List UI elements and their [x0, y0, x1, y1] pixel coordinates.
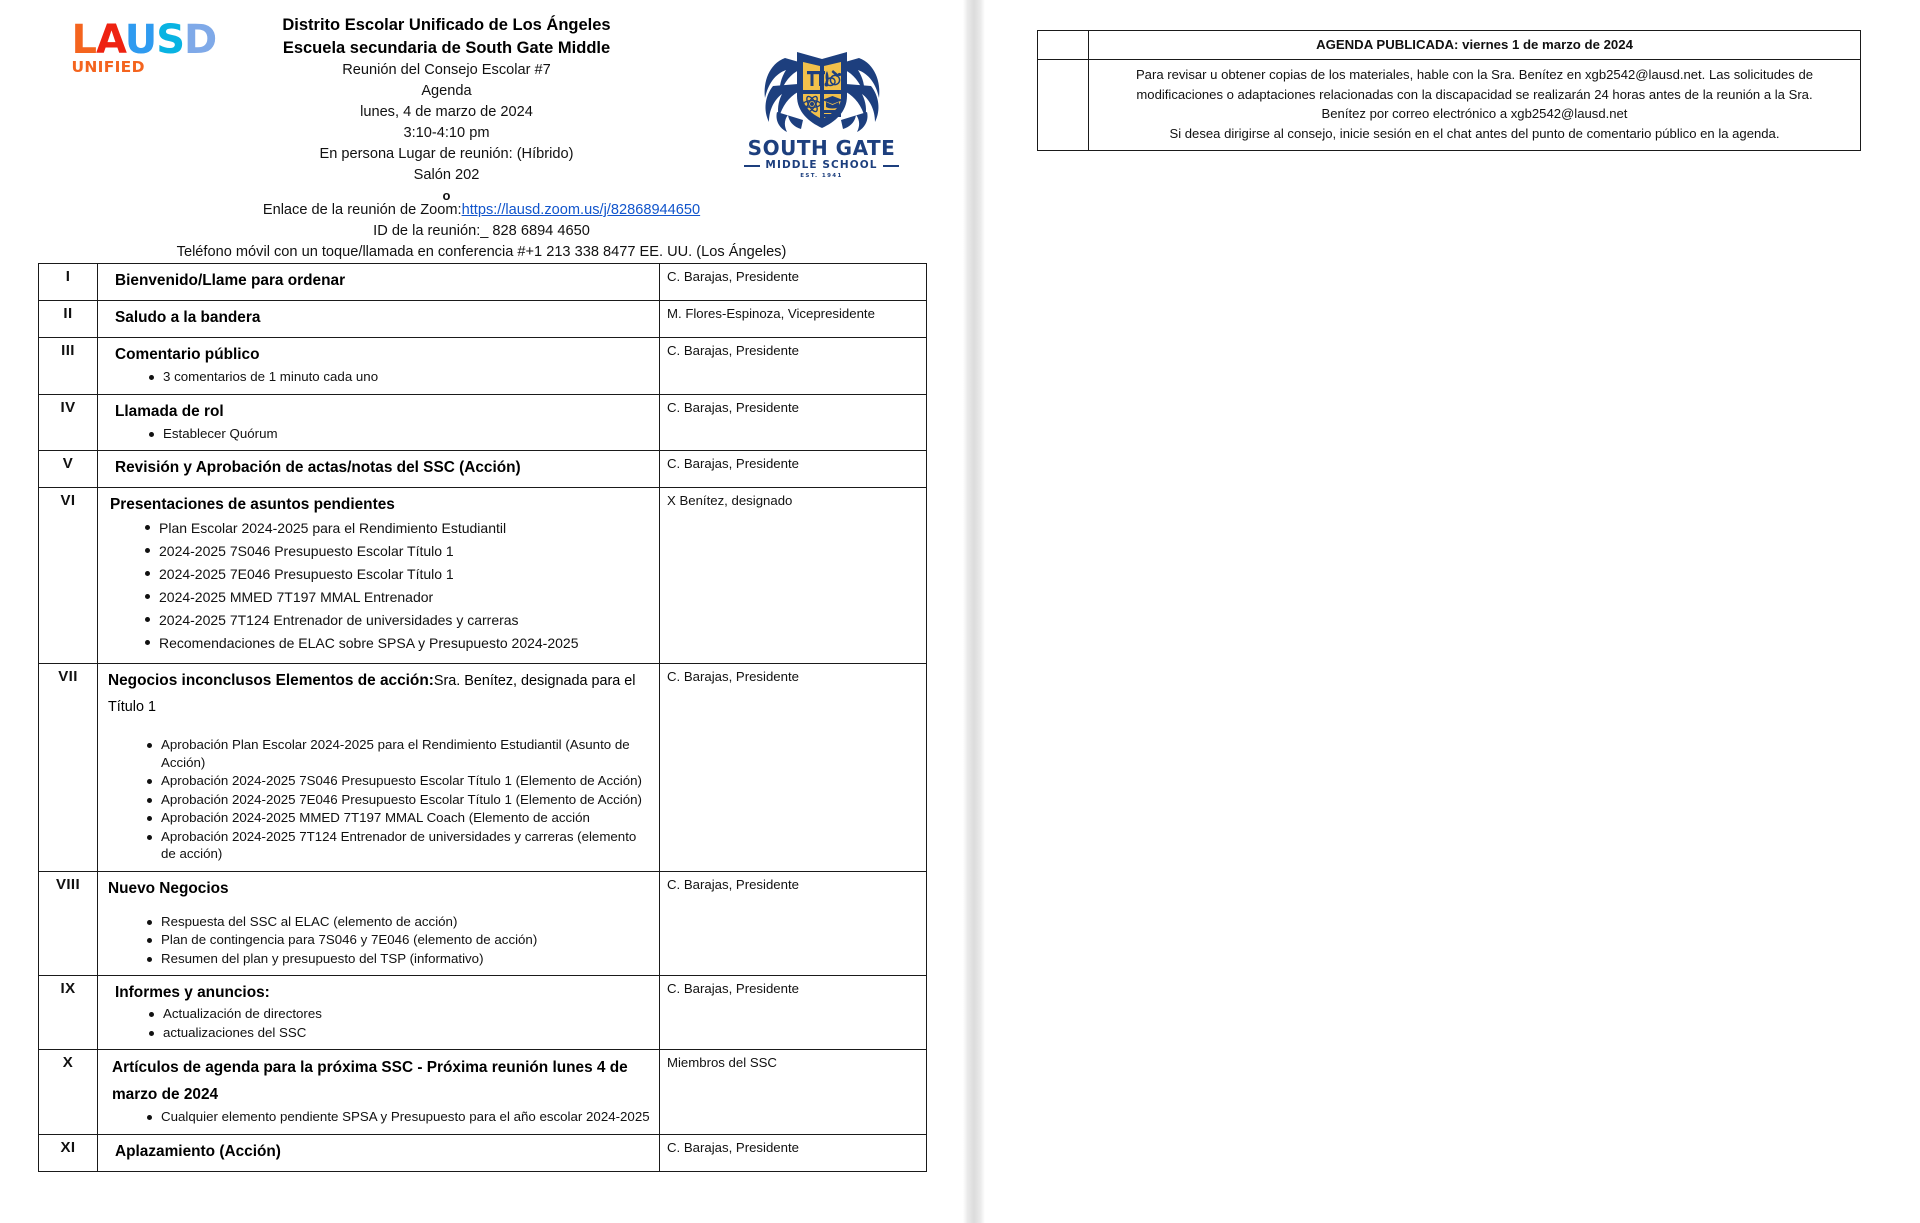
list-item: 2024-2025 7E046 Presupuesto Escolar Título 1: [145, 564, 652, 585]
row-person: X Benítez, designado: [660, 488, 927, 664]
notice-line-3: Benítez por correo electrónico a xgb2542@lausd.net: [1321, 106, 1628, 121]
row-number: VIII: [39, 871, 98, 976]
south-gate-crest-logo: [732, 40, 912, 181]
list-item: Respuesta del SSC al ELAC (elemento de acción): [147, 913, 652, 931]
row-number: VI: [39, 488, 98, 664]
list-item: Plan de contingencia para 7S046 y 7E046 (elemento de acción): [147, 931, 652, 949]
row-person: C. Barajas, Presidente: [660, 394, 927, 451]
topic-title: Aplazamiento (Acción): [115, 1142, 281, 1160]
topic-title: Presentaciones de asuntos pendientes: [110, 496, 395, 513]
notice-body-cell: [1089, 60, 1861, 151]
table-row: [39, 871, 927, 976]
row-person: C. Barajas, Presidente: [660, 976, 927, 1050]
row-topic: [98, 338, 660, 395]
meeting-time: 3:10-4:10 pm: [403, 125, 490, 141]
row-topic: [98, 264, 660, 301]
topic-title: [105, 668, 652, 720]
row-person: Miembros del SSC: [660, 1050, 927, 1135]
notice-line-2: modificaciones o adaptaciones relacionadas con la discapacidad se realizarán 24 horas antes de la reunión a la Sra.: [1136, 86, 1813, 102]
list-item: Aprobación Plan Escolar 2024-2025 para el Rendimiento Estudiantil (Asunto de Acción): [147, 736, 652, 771]
topic-title: Artículos de agenda para la próxima SSC - Próxima reunión lunes 4 de marzo de 2024: [112, 1059, 628, 1103]
table-row: [39, 301, 927, 338]
row-topic: [98, 976, 660, 1050]
crest-school-name: SOUTH GATE: [747, 136, 896, 160]
table-row: [39, 451, 927, 488]
lausd-letter-d: D: [184, 17, 217, 63]
row-number: I: [39, 264, 98, 301]
notice-blank-cell: [1038, 31, 1089, 60]
list-item: actualizaciones del SSC: [149, 1024, 652, 1042]
row-person: C. Barajas, Presidente: [660, 264, 927, 301]
agenda-published-heading: AGENDA PUBLICADA: viernes 1 de marzo de 2024: [1089, 31, 1861, 60]
table-row: [39, 488, 927, 664]
row-person: C. Barajas, Presidente: [660, 1134, 927, 1171]
lausd-letter-a: A: [96, 17, 125, 63]
header-text-block: [192, 14, 702, 205]
table-row: [39, 338, 927, 395]
crest-subtitle: MIDDLE SCHOOL: [765, 159, 878, 171]
topic-bullet-list: [105, 425, 652, 443]
list-item: 2024-2025 7T124 Entrenador de universidades y carreras: [145, 610, 652, 631]
crest-rule-right: [883, 165, 899, 167]
row-topic: [98, 394, 660, 451]
crest-shield-icon: [755, 40, 889, 136]
meeting-date: lunes, 4 de marzo de 2024: [360, 104, 533, 120]
row-number: II: [39, 301, 98, 338]
row-topic: [98, 488, 660, 664]
topic-title-plain: Sra. Benítez, designada para el Título 1: [108, 673, 636, 715]
row-number: V: [39, 451, 98, 488]
topic-bullet-list: [105, 913, 652, 968]
crest-established: EST. 1941: [800, 173, 843, 179]
row-topic: [98, 664, 660, 872]
meeting-id-line: ID de la reunión:_ 828 6894 4650: [373, 223, 590, 239]
right-page-pane: [985, 0, 1920, 1223]
lausd-unified-text: UNIFIED: [71, 58, 145, 76]
document-type: Agenda: [421, 83, 472, 99]
row-number: IV: [39, 394, 98, 451]
row-number: X: [39, 1050, 98, 1135]
zoom-link-label: Enlace de la reunión de Zoom:: [262, 202, 462, 218]
phone-dialin-line: Teléfono móvil con un toque/llamada en conferencia #+1 213 338 8477 EE. UU. (Los Ángeles): [176, 244, 787, 260]
list-item: Actualización de directores: [149, 1005, 652, 1023]
topic-title: Bienvenido/Llame para ordenar: [115, 272, 346, 289]
list-item: Aprobación 2024-2025 7T124 Entrenador de universidades y carreras (elemento de acción): [147, 828, 652, 863]
notice-line-1: Para revisar u obtener copias de los materiales, hable con la Sra. Benítez en xgb2542@lausd.net. Las solicitudes de: [1135, 67, 1814, 82]
list-item: Aprobación 2024-2025 7E046 Presupuesto Escolar Título 1 (Elemento de Acción): [147, 791, 652, 809]
topic-bullet-list: [105, 1005, 652, 1041]
lausd-letter-l: L: [71, 17, 96, 63]
page-divider: [963, 0, 985, 1223]
row-person: C. Barajas, Presidente: [660, 338, 927, 395]
table-row: [39, 394, 927, 451]
meeting-room: Salón 202: [413, 167, 480, 183]
table-row: [39, 664, 927, 872]
atom-nucleus-icon: [810, 102, 814, 106]
row-topic: [98, 871, 660, 976]
table-row: [1038, 31, 1861, 60]
topic-title: Revisión y Aprobación de actas/notas del SSC (Acción): [115, 459, 521, 476]
list-item: Aprobación 2024-2025 MMED 7T197 MMAL Coach (Elemento de acción: [147, 809, 652, 827]
topic-bullet-list: [105, 518, 652, 654]
row-number: IX: [39, 976, 98, 1050]
lausd-letter-s: S: [156, 17, 185, 63]
table-row: [39, 264, 927, 301]
meeting-location: En persona Lugar de reunión: (Híbrido): [319, 146, 574, 162]
row-topic: [98, 301, 660, 338]
district-name: Distrito Escolar Unificado de Los Ángeles: [282, 16, 611, 34]
crest-subtitle-row: [732, 159, 912, 172]
agenda-table: [38, 263, 927, 1172]
lausd-letter-u: U: [124, 17, 157, 63]
topic-title-bold: Negocios inconclusos Elementos de acción:: [108, 672, 434, 689]
list-item: Resumen del plan y presupuesto del TSP (informativo): [147, 950, 652, 968]
list-item: Cualquier elemento pendiente SPSA y Presupuesto para el año escolar 2024-2025: [147, 1108, 652, 1126]
document-header: [32, 0, 932, 258]
row-person: C. Barajas, Presidente: [660, 451, 927, 488]
table-row: [1038, 60, 1861, 151]
row-topic: [98, 451, 660, 488]
topic-bullet-list: [105, 736, 652, 863]
list-item: Aprobación 2024-2025 7S046 Presupuesto Escolar Título 1 (Elemento de Acción): [147, 772, 652, 790]
table-row: [39, 976, 927, 1050]
topic-title: Comentario público: [115, 346, 260, 363]
list-item: 2024-2025 MMED 7T197 MMAL Entrenador: [145, 587, 652, 608]
row-person: C. Barajas, Presidente: [660, 871, 927, 976]
topic-bullet-list: [105, 368, 652, 386]
topic-title: Nuevo Negocios: [108, 879, 229, 897]
topic-bullet-list: [105, 1108, 652, 1126]
crest-rule-left: [744, 165, 760, 167]
zoom-meeting-link[interactable]: https://lausd.zoom.us/j/82868944650: [461, 202, 701, 218]
table-row: [39, 1050, 927, 1135]
notice-line-4: Si desea dirigirse al consejo, inicie sesión en el chat antes del punto de comentario público en la agenda.: [1169, 125, 1780, 141]
row-topic: [98, 1134, 660, 1171]
school-name: Escuela secundaria de South Gate Middle: [282, 39, 611, 57]
topic-title: Saludo a la bandera: [115, 309, 261, 326]
topic-title: Informes y anuncios:: [115, 984, 270, 1001]
row-topic: [98, 1050, 660, 1135]
list-item: Recomendaciones de ELAC sobre SPSA y Presupuesto 2024-2025: [145, 633, 652, 654]
row-person: M. Flores-Espinoza, Vicepresidente: [660, 301, 927, 338]
meeting-name: Reunión del Consejo Escolar #7: [342, 62, 551, 78]
notice-table: [1037, 30, 1861, 151]
topic-title: Llamada de rol: [115, 402, 224, 420]
list-item: 2024-2025 7S046 Presupuesto Escolar Título 1: [145, 541, 652, 562]
list-item: 3 comentarios de 1 minuto cada uno: [149, 368, 652, 386]
table-row: [39, 1134, 927, 1171]
or-separator: o: [442, 188, 451, 203]
list-item: Plan Escolar 2024-2025 para el Rendimiento Estudiantil: [145, 518, 652, 539]
row-number: III: [39, 338, 98, 395]
row-number: VII: [39, 664, 98, 872]
row-person: C. Barajas, Presidente: [660, 664, 927, 872]
row-number: XI: [39, 1134, 98, 1171]
list-item: Establecer Quórum: [149, 425, 652, 443]
notice-blank-cell: [1038, 60, 1089, 151]
